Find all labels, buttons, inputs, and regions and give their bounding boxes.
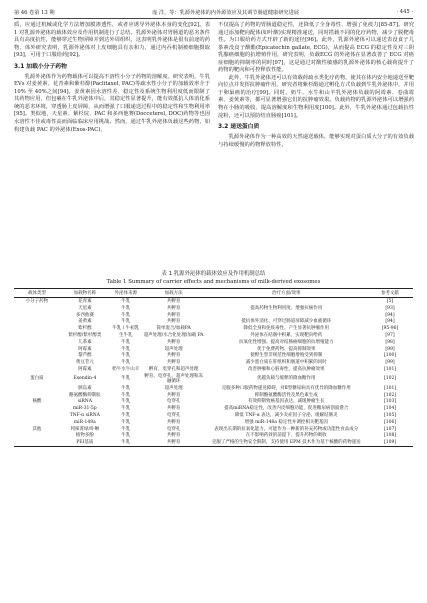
cell-cat	[14, 332, 60, 339]
cell-ref: [106]	[383, 419, 397, 425]
cell-name: 阿霉素	[78, 346, 92, 352]
cell-load: 超声处理	[164, 385, 183, 391]
cell-app: 使野生型非规范性细胞增殖受到抑制	[250, 353, 323, 359]
cell-app: 克服多种口服药物递送障碍，对Ⅱ型糖尿病具有优异的降血糖作用	[221, 385, 351, 391]
cell-ref: [97]	[385, 332, 395, 338]
cell-cat	[14, 353, 60, 360]
header-exosome-source: 外泌体来源	[110, 289, 142, 298]
cell-name: 胰岛素	[78, 385, 92, 391]
cell-src: 牛乳	[121, 426, 131, 432]
cell-name: 紫杉醇/紫杉醇类	[68, 332, 102, 338]
cell-src: 牛乳	[121, 392, 131, 398]
cell-load: 共孵育	[166, 360, 181, 366]
cell-load: 共孵育	[166, 339, 181, 345]
table-row	[14, 392, 413, 399]
page-number: · 445 ·	[396, 9, 413, 15]
cell-load: 简单混合/加载PA	[156, 326, 191, 332]
cell-ref: [102]	[383, 376, 397, 382]
cell-cat	[14, 359, 60, 366]
cell-cat: 其他	[32, 426, 42, 432]
header-cargo-name: 加载物名称	[60, 289, 110, 298]
cell-name: 吲哚菁绿/卟啉	[70, 426, 100, 432]
cell-ref: [101]	[383, 366, 397, 372]
right-column	[218, 22, 414, 149]
table-row	[14, 298, 413, 305]
table-row	[14, 312, 413, 319]
cell-load: 超声处理	[164, 346, 183, 352]
article-running-title: 庞 洋，等：乳源外泌体的内外源效应及其调节肠道健康研究进展	[152, 9, 299, 16]
section-heading-3-1: 3.1 加载小分子药物	[14, 63, 67, 70]
cell-app: 抵抗体外消化、可穿过肠道屏障减少血液循环	[241, 319, 332, 325]
body-paragraph: 乳源外泌体作为一种高效的天然递送载体，能够实现对蛋白质大分子的有效负载与持续缓慢的药物释放特性，	[218, 134, 414, 148]
table-row	[14, 353, 413, 360]
table-row	[14, 385, 413, 392]
cell-app: 降低 TNF-α 表达，减少炎症因子分泌、缓解结肠炎	[234, 412, 338, 418]
cell-app: 抗氧化性增强、提高对结肠癌细胞的抗增殖能力	[239, 339, 334, 345]
cell-src: 牛乳	[121, 419, 131, 425]
cell-cat	[14, 405, 60, 412]
cell-load: 电穿孔	[166, 412, 181, 418]
table-row	[14, 305, 413, 312]
table-row	[14, 325, 413, 332]
cell-app: 改善肿瘤和心脏毒性，提高抗肿瘤效果	[248, 366, 325, 372]
cell-ref: [109]	[367, 439, 413, 446]
cell-ref: [108]	[383, 433, 397, 439]
cell-name: TNF-α siRNA	[69, 412, 100, 418]
cell-ref: [99]	[385, 360, 395, 366]
table-row	[14, 359, 413, 366]
cell-src: 牛乳	[121, 406, 131, 412]
carrier-effects-table	[14, 288, 413, 447]
left-column	[14, 22, 210, 134]
cell-app: 优越负载与缓释的降血糖作用	[257, 376, 316, 382]
header-carrier-type: 载体类型	[14, 289, 60, 298]
cell-name: 天星素	[78, 305, 92, 311]
cell-app: 在不影响药效的前提下，提升药物的吸收	[245, 433, 327, 439]
cell-name: 儿茶素	[78, 339, 92, 345]
cell-name: 姜黄素	[78, 319, 92, 325]
table-row	[14, 433, 413, 440]
cell-name: 黄豆苷元	[75, 360, 94, 366]
cell-src: 牛乳	[121, 312, 131, 318]
table-row	[14, 405, 413, 412]
cell-src: 牛乳	[121, 346, 131, 352]
cell-src: 牛乳	[121, 305, 131, 311]
cell-name: 多西他赛	[75, 312, 94, 318]
cell-src: 牛乳	[121, 353, 131, 359]
cell-name: miR-148a	[73, 419, 96, 425]
cell-ref: [94]	[385, 319, 395, 325]
cell-app: 有效抑制致癌基因表达，减缓肿瘤生长	[248, 399, 325, 405]
cell-src: 牛乳	[121, 412, 131, 418]
cell-load: 电穿孔	[166, 399, 181, 405]
header-reference: 参考文献	[367, 289, 413, 298]
body-paragraph: 质，应通过机械或化学方法增加膜渗透性，或者应诱导外泌体本身的变化[92]。表 1 对乳源外泌体的载体效应及作用机制进行了总结。乳源外泌体对胃肠道的恶劣条件具有高度抗性，能够穿过生物屏障并到达外周组织，这表明乳外泌体是很有前途的药物、体外研究表明，乳源外泌体对上皮细胞具有亲和力，通过内吞机制被细胞摄取[93]，可用于口服给药[92]。	[14, 22, 210, 59]
cell-load: 超声处理/水合化处理/加载 PA	[143, 332, 204, 338]
cell-src: 牛乳	[121, 299, 131, 304]
cell-ref: [99]	[385, 346, 395, 352]
cell-app	[206, 298, 368, 305]
cell-name: siRNA	[77, 399, 92, 405]
cell-load: 孵育、电穿孔、超声处理和冻融循环	[144, 373, 203, 384]
table-row	[14, 319, 413, 326]
cell-app: 抑制酪氨酸酶活性及黑色素生成	[254, 392, 318, 398]
cell-load: 共孵育	[166, 312, 181, 318]
table-row	[14, 339, 413, 346]
cell-cat	[14, 385, 60, 392]
cell-ref: [103]	[383, 399, 397, 405]
cell-cat: 蛋白质	[30, 376, 44, 382]
journal-issue: 第 46 卷第 13 期	[14, 9, 55, 16]
cell-ref: [95-96]	[381, 326, 399, 332]
cell-src: 牛乳	[121, 376, 131, 382]
cell-app: 降低全身和免疫毒性、产生显著抗肿瘤作用	[243, 326, 330, 332]
cell-app: 增强 miR-148a 稳定性并调控相关靶基因	[244, 419, 328, 425]
table-caption-cn: 表 1 乳源外泌体的载体效应及作用机制总结	[161, 271, 266, 277]
cell-load: 共孵育	[166, 406, 181, 412]
cell-name: 阿霉素	[78, 366, 92, 372]
cell-cat	[14, 392, 60, 399]
section-heading-3-2: 3.2 递送蛋白质	[218, 124, 260, 131]
cell-cat	[14, 412, 60, 419]
body-paragraph: 此外，牛乳外泌体还可以有效载荷疏水类化疗药物，使其在体内安全地递送至靶向位点并发挥抗肿瘤作用，研究者将紫杉醇通过孵化方式负载到牛乳外泌体中，并用于卵巢癌的治疗[99]。同时，奶牛、水牛和山羊乳外泌体负载的阿霉素、卷曲霉素、姜黄素等，都可显著增强它们的抗肿瘤效果。负载药物的乳源外泌体可以增强药物在小肠的吸收、提高溶解度和生物利用度[100]。此外，牛乳外泌体通过包载抗性淀粉，还可以预防结直肠癌[101]。	[218, 74, 414, 119]
cell-cat	[14, 433, 60, 440]
cell-ref: [100]	[383, 353, 397, 359]
table-row	[14, 412, 413, 419]
cell-ref: [101]	[383, 385, 397, 391]
table-row	[14, 346, 413, 353]
cell-src: 牛乳 / 牛初乳	[112, 326, 140, 332]
cell-cat	[14, 319, 60, 326]
cell-name: PEI基质	[60, 439, 110, 446]
cell-ref: [105]	[383, 412, 397, 418]
running-header	[14, 6, 413, 19]
cell-cat	[14, 339, 60, 346]
body-paragraph: 乳源外泌体作为药物载体可以提高不溶性小分子药物的溶解度、研究表明，牛乳 EVs 对姜黄素、花青素和紫杉醇(Paclitaxel, PAC)等疏水性小分子的加载效率介于 10% 至 40%之间[94]。姜黄素因水溶性差、稳定性及系统生物利用度低而限制了其药物应用，但包裹在牛乳外泌体中后，其稳定性显著提升，能有效抵抗人体消化系统的恶劣环境，穿透肠上皮屏障，从而增强了口服递送过程中的稳定性和生物利用率[95]。类似地，天星素、紫杉烷、PAC 和多西他赛(Docceterel, DOC)药物等也因水溶性不佳或毒性高而面临临床应用挑战。然而，通过牛乳外泌体负载这些药物，如构建负载 PAC 的外泌体(Exos-PAC)，	[14, 73, 210, 133]
cell-name: 黎芦醇	[78, 353, 92, 359]
cell-cat	[14, 312, 60, 319]
cell-app: 外泌体在结肠中积累，实现靶向给药	[250, 332, 323, 338]
cell-cat	[14, 366, 60, 373]
cell-load: 电穿孔	[166, 426, 181, 432]
cell-ref: [94]	[385, 312, 395, 318]
cell-app: 表现出长期的抗氧化能力，可能作为一种新的补充药物或功能性食品成分	[214, 426, 359, 432]
table-row	[14, 332, 413, 339]
cell-app: 克服了严格的生物安全限制，支持使用 EPM 技术作为基于核酸的药物递送	[206, 439, 368, 446]
cell-load: 孵育、电穿孔和超声处理	[148, 366, 199, 372]
cell-load: 共孵育	[166, 305, 181, 311]
cell-name: 植物多酚	[75, 433, 94, 439]
cell-cat	[14, 419, 60, 426]
cell-cat	[14, 305, 60, 312]
cell-src: 牛乳	[121, 360, 131, 366]
cell-name: miR-31-5p	[73, 406, 97, 412]
table-row	[14, 419, 413, 426]
cell-src: 牛乳	[110, 439, 142, 446]
table-caption	[14, 271, 413, 286]
cell-name: 花青素	[78, 299, 92, 304]
cell-ref: [98]	[385, 339, 395, 345]
cell-src: 生牛乳	[118, 332, 133, 338]
body-paragraph: 不仅提高了药物的胃肠道稳定性，还降低了全身毒性、增强了免疫力[85-87]。研究通过添加靶向配体(如叶酸)实现精准递送，同时搭载不同的化疗药物，减少了脱靶毒性。为口服给药方式开辟了新的途径[96]。此外，乳源外泌体可以递送表没食子儿茶素没食子酸酯(Epicatechin gallate, ECG)，从而提高 ECG 的稳定性及对三阴乳腺癌细胞的抗增殖作用，研究表明，负载ECG 的外泌体在显著改善了 ECG 对癌症细胞的抑制率的同时[97]，这是通过对酸性敏感的乳源外泌体的核心载荷提升了药物的靶向和可控释放性能。	[218, 22, 414, 74]
cell-load: 共孵育	[166, 433, 181, 439]
cell-cat: 小分子药物	[25, 299, 49, 304]
header-loading-method: 加载方法	[142, 289, 206, 298]
table-header-row	[14, 289, 413, 298]
table-row	[14, 399, 413, 406]
cell-load: 共孵育	[166, 392, 181, 398]
cell-load: 共孵育	[166, 299, 181, 304]
cell-name: 紫杉醇	[78, 326, 92, 332]
cell-ref: [107]	[383, 426, 397, 432]
cell-app: 提高药物生物利用度、增强抗癌作用	[250, 305, 323, 311]
cell-ref: [93]	[385, 305, 395, 311]
cell-app: 提高miRNA稳定性，改善内皮细胞功能，促进糖尿病创面愈合	[224, 406, 349, 412]
cell-app: 减少蛋白质在肝组织和肠道中积累的同时	[245, 360, 327, 366]
cell-app	[206, 312, 368, 319]
cell-src: 奶牛水牛山羊	[112, 366, 140, 372]
cell-ref: [102]	[383, 392, 397, 398]
cell-src: 牛乳	[121, 433, 131, 439]
table-caption-en: Table 1 Summary of carrier effects and mechanisms of milk-derived exosomes	[106, 278, 321, 285]
table-row	[14, 426, 413, 433]
cell-src: 牛乳	[121, 385, 131, 391]
header-therapeutic-effect: 治疗方面/效果	[206, 289, 368, 298]
cell-name: 酪氨酸酶抑制肽	[69, 392, 101, 398]
cell-name: Exendin-4	[73, 376, 97, 382]
cell-src: 牛乳	[121, 399, 131, 405]
table-row	[14, 373, 413, 385]
cell-load: 共孵育	[166, 353, 181, 359]
cell-ref: [5]	[386, 299, 394, 304]
cell-app: 优于免费药物、提高抑制效果	[257, 346, 316, 352]
cell-cat: 核酸	[32, 399, 42, 405]
cell-load: 共孵育	[166, 419, 181, 425]
cell-cat	[14, 325, 60, 332]
table-row	[14, 439, 413, 446]
cell-src: 牛乳	[121, 339, 131, 345]
cell-load: 共孵育	[166, 319, 181, 325]
cell-src: 牛乳	[121, 319, 131, 325]
cell-cat	[14, 346, 60, 353]
cell-load: 共孵育	[142, 439, 206, 446]
cell-cat	[14, 439, 60, 446]
table-row	[14, 366, 413, 373]
cell-ref: [104]	[383, 406, 397, 412]
